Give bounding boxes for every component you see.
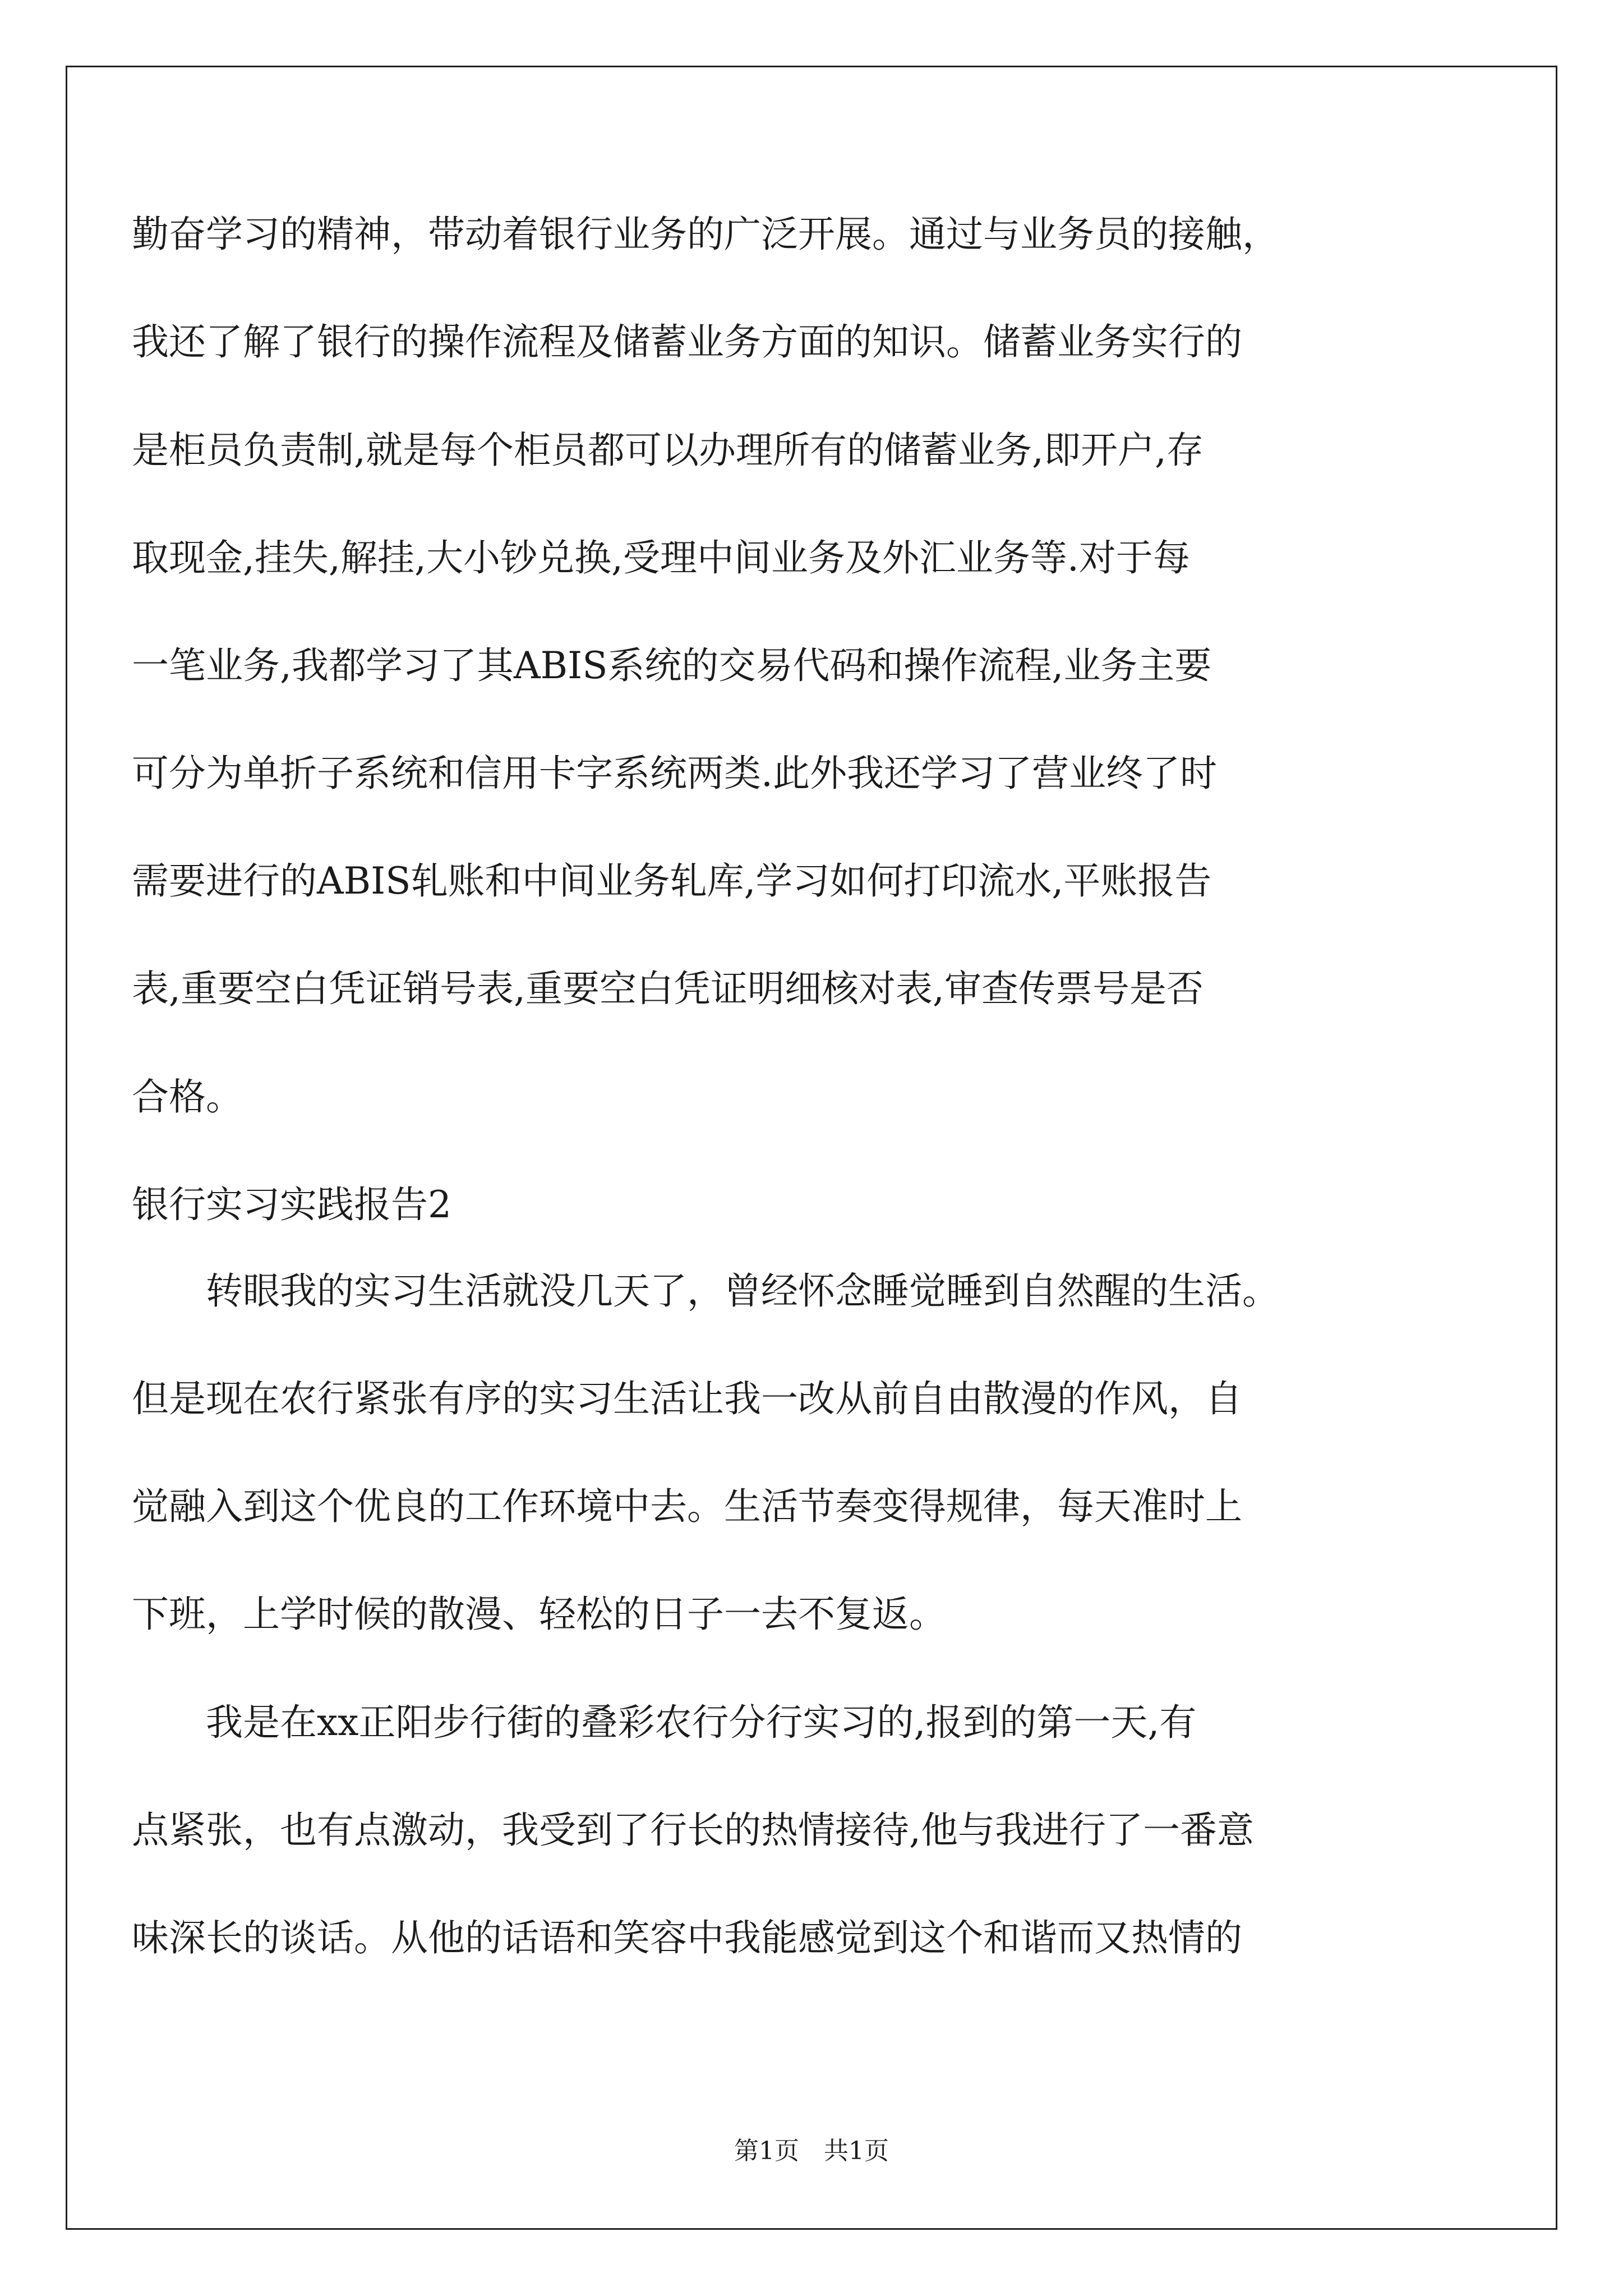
page-number: 第1页	[734, 2137, 799, 2165]
text-line: 觉融入到这个优良的工作环境中去。生活节奏变得规律，每天准时上	[132, 1485, 1242, 1528]
text-line: 需要进行的ABIS轧账和中间业务轧库,学习如何打印流水,平账报告	[132, 859, 1212, 903]
paragraph-first-line: 我是在xx正阳步行街的叠彩农行分行实习的,报到的第一天,有	[206, 1701, 1197, 1744]
text-line: 一笔业务,我都学习了其ABIS系统的交易代码和操作流程,业务主要	[132, 644, 1212, 687]
text-line: 是柜员负责制,就是每个柜员都可以办理所有的储蓄业务,即开户,存	[132, 429, 1204, 472]
text-line: 表,重要空白凭证销号表,重要空白凭证明细核对表,审查传票号是否	[132, 967, 1204, 1010]
text-line: 合格。	[132, 1075, 243, 1119]
page-border	[66, 66, 1557, 2230]
text-line: 味深长的谈话。从他的话语和笑容中我能感觉到这个和谐而又热情的	[132, 1916, 1242, 1959]
text-line: 我还了解了银行的操作流程及储蓄业务方面的知识。储蓄业务实行的	[132, 320, 1242, 364]
text-line: 下班，上学时候的散漫、轻松的日子一去不复返。	[132, 1593, 946, 1636]
section-heading: 银行实习实践报告2	[132, 1183, 451, 1226]
total-pages: 共1页	[824, 2137, 889, 2165]
text-line: 勤奋学习的精神，带动着银行业务的广泛开展。通过与业务员的接触，	[132, 213, 1279, 256]
page-footer	[0, 2136, 1623, 2167]
text-line: 但是现在农行紧张有序的实习生活让我一改从前自由散漫的作风，自	[132, 1377, 1242, 1420]
text-line: 点紧张，也有点激动，我受到了行长的热情接待,他与我进行了一番意	[132, 1809, 1254, 1852]
text-line: 可分为单折子系统和信用卡字系统两类.此外我还学习了营业终了时	[132, 752, 1217, 795]
paragraph-first-line: 转眼我的实习生活就没几天了，曾经怀念睡觉睡到自然醒的生活。	[206, 1269, 1279, 1313]
text-line: 取现金,挂失,解挂,大小钞兑换,受理中间业务及外汇业务等.对于每	[132, 536, 1190, 579]
